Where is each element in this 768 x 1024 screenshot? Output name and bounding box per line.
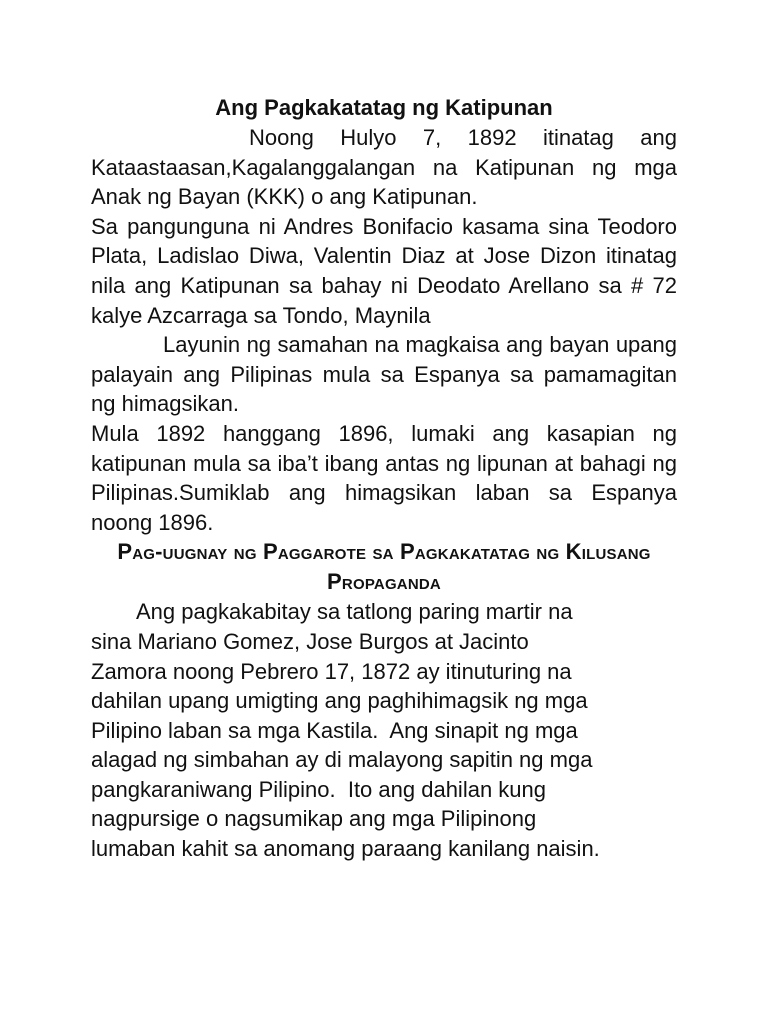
paragraph-growth: Mula 1892 hanggang 1896, lumaki ang kasapian ng katipunan mula sa iba’t ibang antas ng lipunan at bahagi ng Pilipinas.Sumiklab ang himagsikan laban sa Espanya noong 1896.	[91, 420, 677, 535]
paragraph-founding-date: Noong Hulyo 7, 1892 itinatag ang Kataastaasan,Kagalanggalangan na Katipunan ng mga Anak ng Bayan (KKK) o ang Katipunan.	[91, 125, 677, 210]
text-line: Ang pagkakabitay sa tatlong paring martir na	[136, 599, 573, 625]
text-line: lumaban kahit sa anomang paraang kanilang naisin.	[91, 836, 600, 862]
text-line: alagad ng simbahan ay di malayong sapitin ng mga	[91, 747, 593, 773]
section-heading: Pag-uugnay ng Paggarote sa Pagkakatatag ng Kilusang Propaganda	[117, 539, 651, 595]
text-line: nagpursige o nagsumikap ang mga Pilipinong	[91, 806, 537, 832]
text-line: sina Mariano Gomez, Jose Burgos at Jacinto	[91, 628, 529, 654]
document-title: Ang Pagkakatatag ng Katipunan	[215, 95, 553, 120]
text-line: dahilan upang umigting ang paghihimagsik ng mga	[91, 688, 588, 714]
text-line: Zamora noong Pebrero 17, 1872 ay itinuturing na	[91, 658, 572, 684]
text-line: Pilipino laban sa mga Kastila. Ang sinapit ng mga	[91, 717, 578, 743]
paragraph-founders: Sa pangunguna ni Andres Bonifacio kasama sina Teodoro Plata, Ladislao Diwa, Valentin Diaz at Jose Dizon itinatag nila ang Katipunan sa bahay ni Deodato Arellano sa # 72 kalye Azcarraga sa Tondo, Maynila	[91, 213, 677, 328]
paragraph-purpose: Layunin ng samahan na magkaisa ang bayan upang palayain ang Pilipinas mula sa Espanya sa pamamagitan ng himagsikan.	[91, 332, 677, 417]
document-page	[91, 92, 677, 864]
paragraph-martyrs	[91, 597, 671, 863]
text-line: pangkaraniwang Pilipino. Ito ang dahilan kung	[91, 776, 546, 802]
